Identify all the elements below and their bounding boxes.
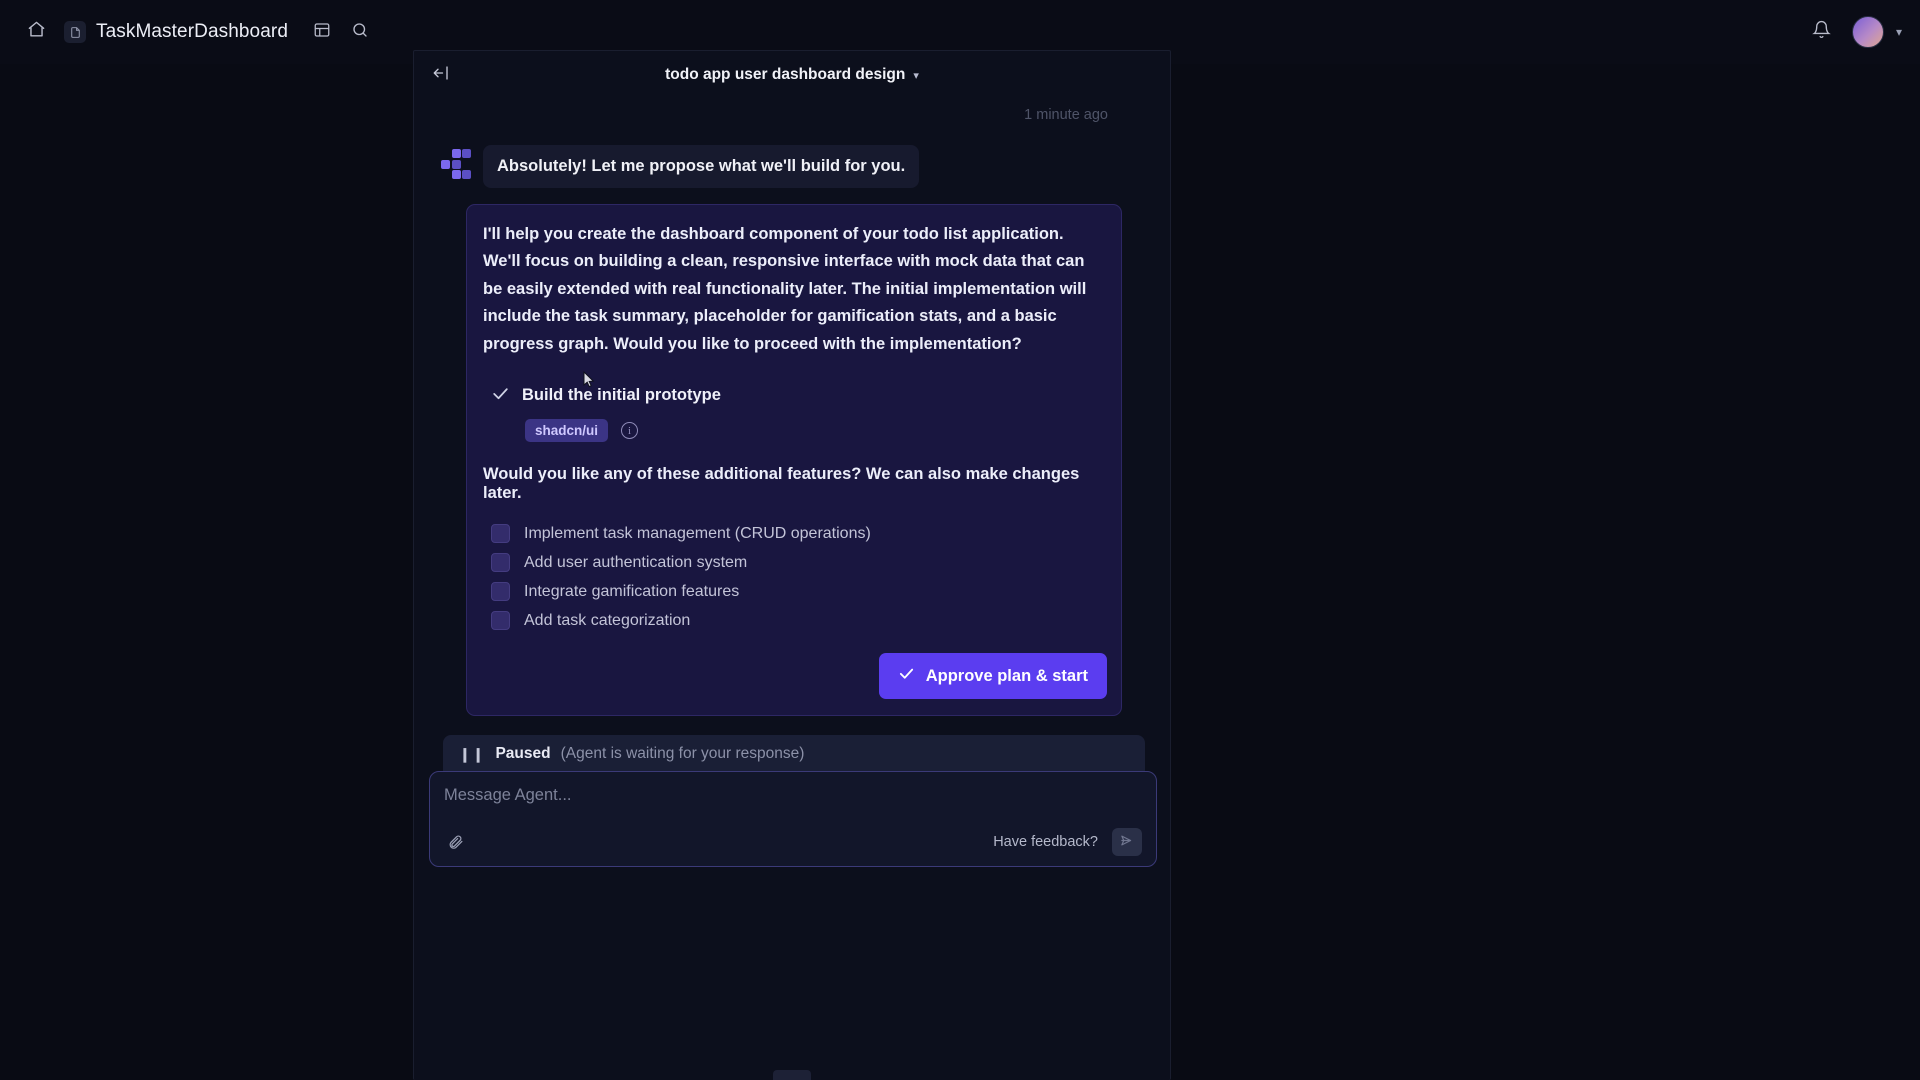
plan-card bbox=[466, 204, 1122, 717]
paperclip-icon[interactable] bbox=[444, 831, 466, 853]
status-label: Paused bbox=[495, 745, 551, 762]
send-button[interactable] bbox=[1112, 828, 1142, 856]
option-label: Add task categorization bbox=[524, 611, 691, 629]
status-badge bbox=[443, 735, 1145, 773]
list-item[interactable] bbox=[491, 577, 1105, 606]
option-label: Add user authentication system bbox=[524, 553, 748, 571]
info-icon[interactable]: i bbox=[621, 422, 638, 439]
agent-chat-panel bbox=[413, 50, 1171, 1080]
plan-tag-row bbox=[483, 419, 1105, 442]
feedback-link[interactable]: Have feedback? bbox=[993, 834, 1098, 850]
chevron-down-icon[interactable]: ▾ bbox=[1895, 25, 1902, 39]
top-bar-right bbox=[1804, 14, 1902, 50]
bell-icon bbox=[1812, 20, 1831, 44]
project-name: TaskMasterDashboard bbox=[96, 21, 288, 42]
option-label: Integrate gamification features bbox=[524, 582, 740, 600]
search-button[interactable] bbox=[342, 14, 378, 50]
collapse-panel-button[interactable] bbox=[428, 62, 454, 88]
panel-resize-handle[interactable] bbox=[773, 1070, 811, 1080]
plan-task-label: Build the initial prototype bbox=[522, 386, 721, 405]
check-icon bbox=[491, 384, 510, 407]
status-detail: (Agent is waiting for your response) bbox=[560, 745, 805, 762]
message-input[interactable] bbox=[444, 784, 1142, 807]
home-icon bbox=[27, 20, 46, 44]
panel-title-wrap bbox=[414, 66, 1170, 84]
option-label: Implement task management (CRUD operations) bbox=[524, 524, 871, 542]
checkbox[interactable] bbox=[491, 553, 510, 572]
checkbox[interactable] bbox=[491, 524, 510, 543]
page-title: todo app user dashboard design bbox=[665, 66, 906, 83]
plan-options-list bbox=[483, 519, 1105, 635]
agent-message-row bbox=[414, 123, 1170, 188]
pause-icon: ❙❙ bbox=[459, 745, 486, 762]
list-item[interactable] bbox=[491, 606, 1105, 635]
send-icon bbox=[1120, 833, 1135, 851]
chevron-down-icon[interactable]: ▾ bbox=[913, 69, 919, 82]
list-item[interactable] bbox=[491, 519, 1105, 548]
avatar[interactable] bbox=[1852, 16, 1884, 48]
checkbox[interactable] bbox=[491, 611, 510, 630]
agent-logo-icon bbox=[441, 149, 471, 179]
search-icon bbox=[351, 21, 369, 44]
top-bar-tools bbox=[304, 14, 378, 50]
home-button[interactable] bbox=[18, 14, 54, 50]
file-icon bbox=[64, 21, 86, 43]
message-timestamp: 1 minute ago bbox=[1024, 107, 1108, 123]
project-chip[interactable] bbox=[64, 21, 288, 43]
agent-greeting-bubble: Absolutely! Let me propose what we'll build for you. bbox=[483, 145, 919, 188]
panel-toggle-button[interactable] bbox=[304, 14, 340, 50]
notifications-button[interactable] bbox=[1804, 14, 1840, 50]
panel-toggle-icon bbox=[313, 21, 331, 44]
check-icon bbox=[898, 665, 915, 687]
panel-header bbox=[414, 51, 1170, 99]
approve-plan-label: Approve plan & start bbox=[925, 666, 1088, 685]
plan-question-text: Would you like any of these additional features? We can also make changes later. bbox=[483, 465, 1080, 503]
tech-tag[interactable]: shadcn/ui bbox=[525, 419, 608, 442]
list-item[interactable] bbox=[491, 548, 1105, 577]
message-composer[interactable] bbox=[429, 771, 1157, 867]
composer-toolbar bbox=[444, 828, 1142, 856]
composer-right bbox=[993, 828, 1142, 856]
plan-card-footer bbox=[467, 635, 1121, 715]
approve-plan-button[interactable] bbox=[879, 653, 1107, 699]
plan-card-body bbox=[467, 205, 1121, 636]
plan-intro-text: I'll help you create the dashboard component of your todo list application. We'll focus on building a clean, responsive interface with mock data that can be easily extended with real functionality later. The initial implementation will include the task summary, placeholder for gamification stats, and a basic progress graph. Would you like to proceed with the implementation? bbox=[483, 224, 1087, 353]
collapse-panel-icon bbox=[432, 64, 450, 87]
plan-task-row bbox=[483, 384, 1105, 407]
checkbox[interactable] bbox=[491, 582, 510, 601]
